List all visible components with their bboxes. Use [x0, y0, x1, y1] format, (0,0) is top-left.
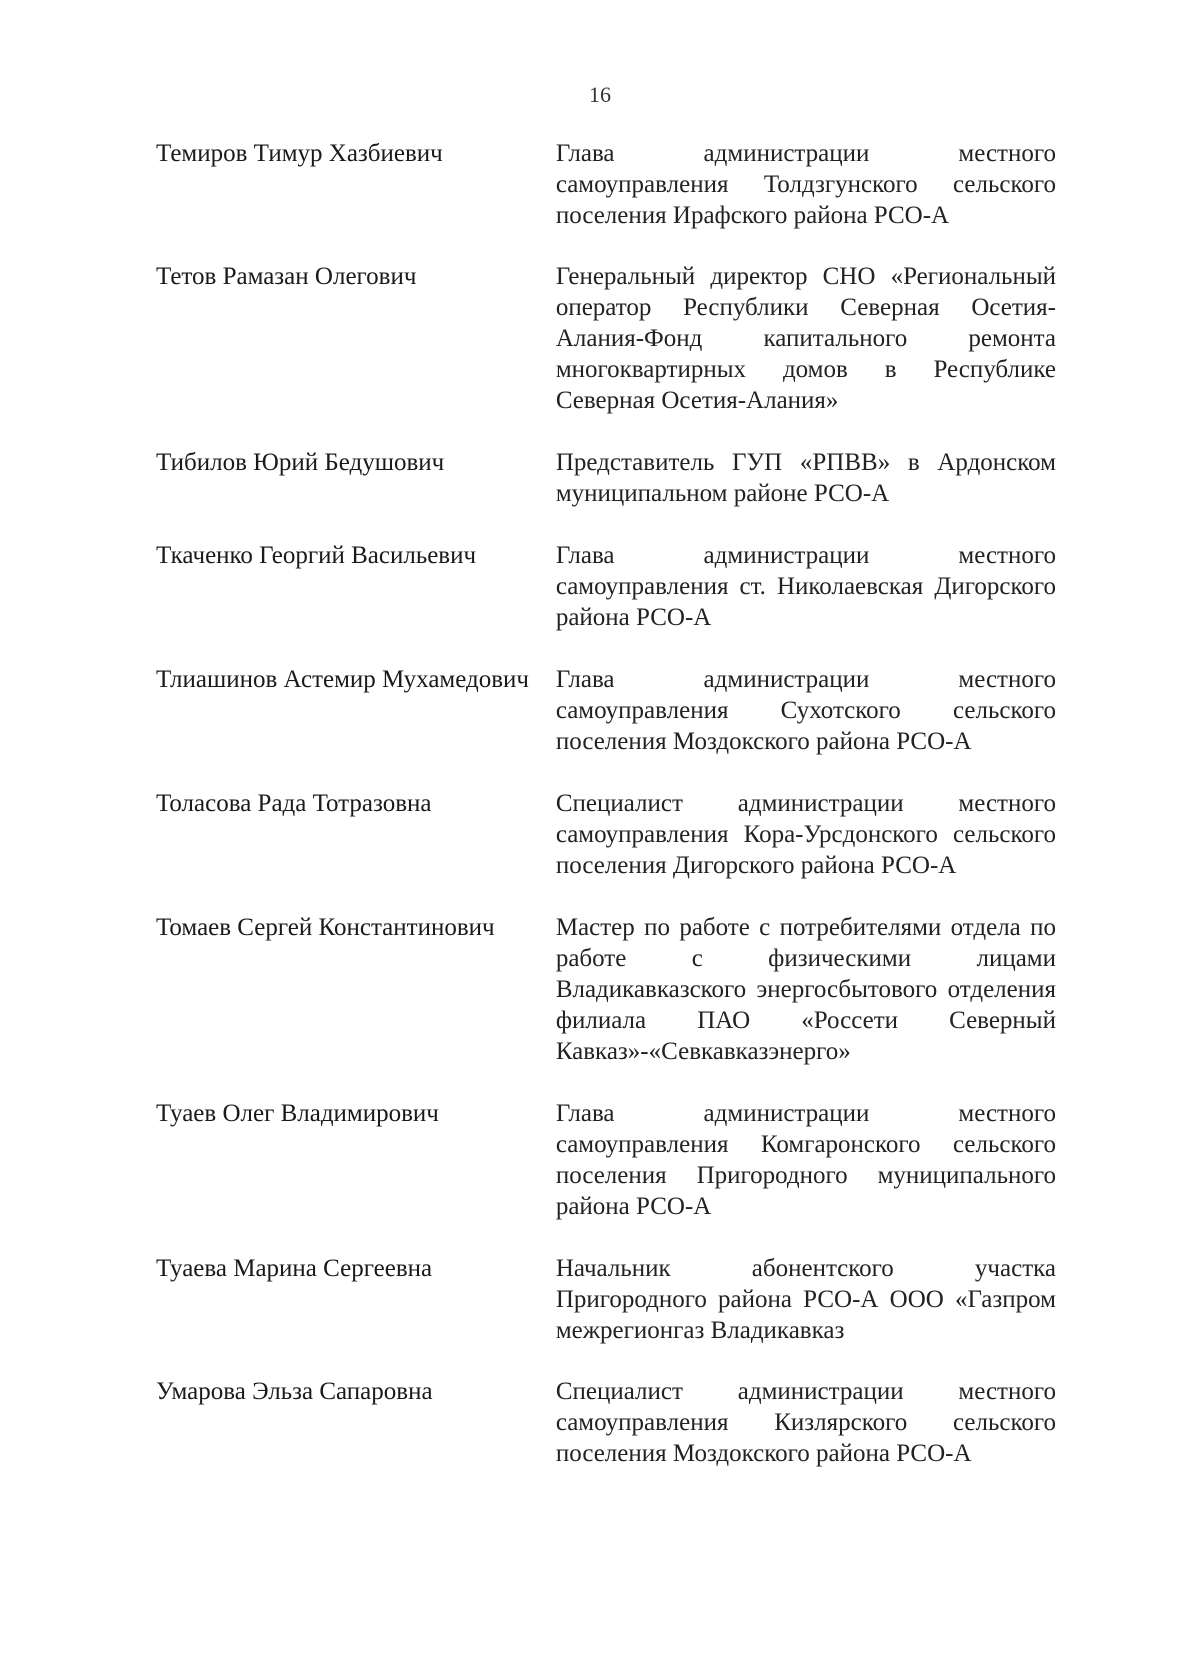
person-name: Ткаченко Георгий Васильевич: [156, 542, 477, 569]
list-item: [156, 1098, 1056, 1222]
personnel-list: [156, 138, 1056, 1469]
person-position: Представитель ГУП «РПВВ» в Ардонском муниципальном районе РСО-А: [555, 449, 1056, 507]
person-name: Тибилов Юрий Бедушович: [156, 449, 445, 476]
person-position: Глава администрации местного самоуправления Сухотского сельского поселения Моздокского района РСО-А: [555, 666, 1056, 755]
list-item: [156, 138, 1056, 231]
person-position: Глава администрации местного самоуправления ст. Николаевская Дигорского района РСО-А: [555, 542, 1056, 631]
person-name: Туаев Олег Владимирович: [156, 1100, 439, 1127]
person-name: Толасова Рада Тотразовна: [156, 790, 432, 817]
person-name: Умарова Эльза Сапаровна: [156, 1378, 433, 1405]
list-item: [156, 447, 1056, 509]
person-position: Мастер по работе с потребителями отдела по работе с физическими лицами Владикавказского энергосбытового отделения филиала ПАО «Россети Северный Кавказ»-«Севкавказэнерго»: [555, 914, 1056, 1065]
person-name: Тлиашинов Астемир Мухамедович: [156, 666, 529, 693]
person-name: Туаева Марина Сергеевна: [156, 1255, 433, 1282]
list-item: [156, 261, 1056, 416]
person-position: Начальник абонентского участка Пригородного района РСО-А ООО «Газпром межрегионгаз Владикавказ: [555, 1255, 1056, 1344]
person-name: Тетов Рамазан Олегович: [156, 263, 417, 290]
person-position: Глава администрации местного самоуправления Толдзгунского сельского поселения Ирафского района РСО-А: [555, 140, 1056, 229]
list-item: [156, 1376, 1056, 1469]
person-position: Генеральный директор СНО «Региональный оператор Республики Северная Осетия-Алания-Фонд капитального ремонта многоквартирных домов в Республике Северная Осетия-Алания»: [555, 263, 1056, 414]
person-position: Глава администрации местного самоуправления Комгаронского сельского поселения Пригородного муниципального района РСО-А: [555, 1100, 1056, 1220]
list-item: [156, 788, 1056, 881]
list-item: [156, 912, 1056, 1067]
page-number: 16: [589, 82, 611, 107]
person-position: Специалист администрации местного самоуправления Кизлярского сельского поселения Моздокского района РСО-А: [555, 1378, 1056, 1467]
list-item: [156, 1253, 1056, 1346]
list-item: [156, 664, 1056, 757]
person-name: Темиров Тимур Хазбиевич: [156, 140, 443, 167]
person-name: Томаев Сергей Константинович: [156, 914, 495, 941]
person-position: Специалист администрации местного самоуправления Кора-Урсдонского сельского поселения Дигорского района РСО-А: [555, 790, 1056, 879]
list-item: [156, 540, 1056, 633]
